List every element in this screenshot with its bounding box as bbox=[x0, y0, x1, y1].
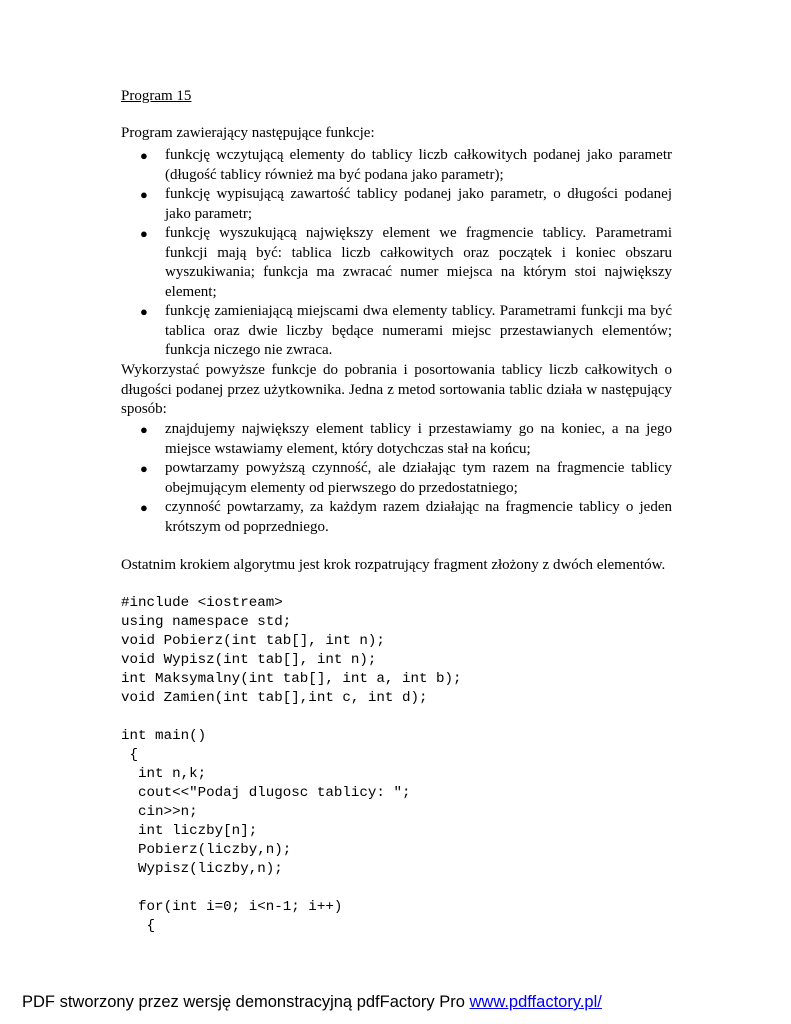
list-item: ● funkcję wypisującą zawartość tablicy podanej jako parametr, o długości podanej jako parametr; bbox=[140, 186, 672, 222]
bullet-icon: ● bbox=[140, 500, 148, 515]
code-main: int main() { int n,k; cout<<"Podaj dlugosc tablicy: "; cin>>n; int liczby[n]; Pobierz(liczby,n); Wypisz(liczby,n); bbox=[121, 728, 411, 877]
code-loop: for(int i=0; i<n-1; i++) { bbox=[138, 899, 343, 934]
bullet-icon: ● bbox=[140, 422, 148, 437]
bullet-icon: ● bbox=[140, 461, 148, 476]
bullet-icon: ● bbox=[140, 304, 148, 319]
bullet-icon: ● bbox=[140, 226, 148, 241]
closing-paragraph: Ostatnim krokiem algorytmu jest krok rozpatrujący fragment złożony z dwóch elementów. bbox=[121, 557, 666, 573]
program-title: Program 15 bbox=[121, 88, 192, 104]
bullet-icon: ● bbox=[140, 148, 148, 163]
list-item: ● znajdujemy największy element tablicy i przestawiamy go na koniec, a na jego miejsce wstawiamy element, który dotychczas stał na końcu; bbox=[140, 421, 672, 457]
algorithm-steps-list bbox=[121, 420, 672, 537]
intro-paragraph: Program zawierający następujące funkcje: bbox=[121, 125, 375, 141]
footer-text: PDF stworzony przez wersję demonstracyjną pdfFactory Pro bbox=[22, 993, 470, 1011]
bullet-icon: ● bbox=[140, 187, 148, 202]
code-declarations: #include <iostream> using namespace std; void Pobierz(int tab[], int n); void Wypisz(int tab[], int n); int Maksymalny(int tab[], int a, int b); void Zamien(int tab[],int c, int d); bbox=[121, 595, 462, 706]
list-item: ● powtarzamy powyższą czynność, ale działając tym razem na fragmencie tablicy obejmującym elementy od pierwszego do przedostatniego; bbox=[140, 460, 672, 496]
list-item: ● czynność powtarzamy, za każdym razem działając na fragmencie tablicy o jeden krótszym od poprzedniego. bbox=[140, 499, 672, 535]
list-item: ● funkcję zamieniającą miejscami dwa elementy tablicy. Parametrami funkcji ma być tablica oraz dwie liczby będące numerami miejsc przestawianych elementów; funkcja niczego nie zwraca. bbox=[140, 303, 672, 358]
list-item: ● funkcję wczytującą elementy do tablicy liczb całkowitych podanej jako parametr (długość tablicy również ma być podana jako parametr); bbox=[140, 147, 672, 183]
list-item: ● funkcję wyszukującą największy element we fragmencie tablicy. Parametrami funkcji mają być: tablica liczb całkowitych oraz początek i koniec obszaru wyszukiwania; funkcja ma zwracać numer miejsca na którym stoi największy element; bbox=[140, 225, 672, 300]
task-paragraph: Wykorzystać powyższe funkcje do pobrania i posortowania tablicy liczb całkowitych o długości podanej przez użytkownika. Jedna z metod sortowania tablic działa w następujący sposób: bbox=[121, 362, 672, 417]
pdf-watermark-footer bbox=[22, 993, 602, 1012]
functions-list bbox=[121, 146, 672, 361]
footer-link[interactable]: www.pdffactory.pl/ bbox=[469, 993, 602, 1011]
